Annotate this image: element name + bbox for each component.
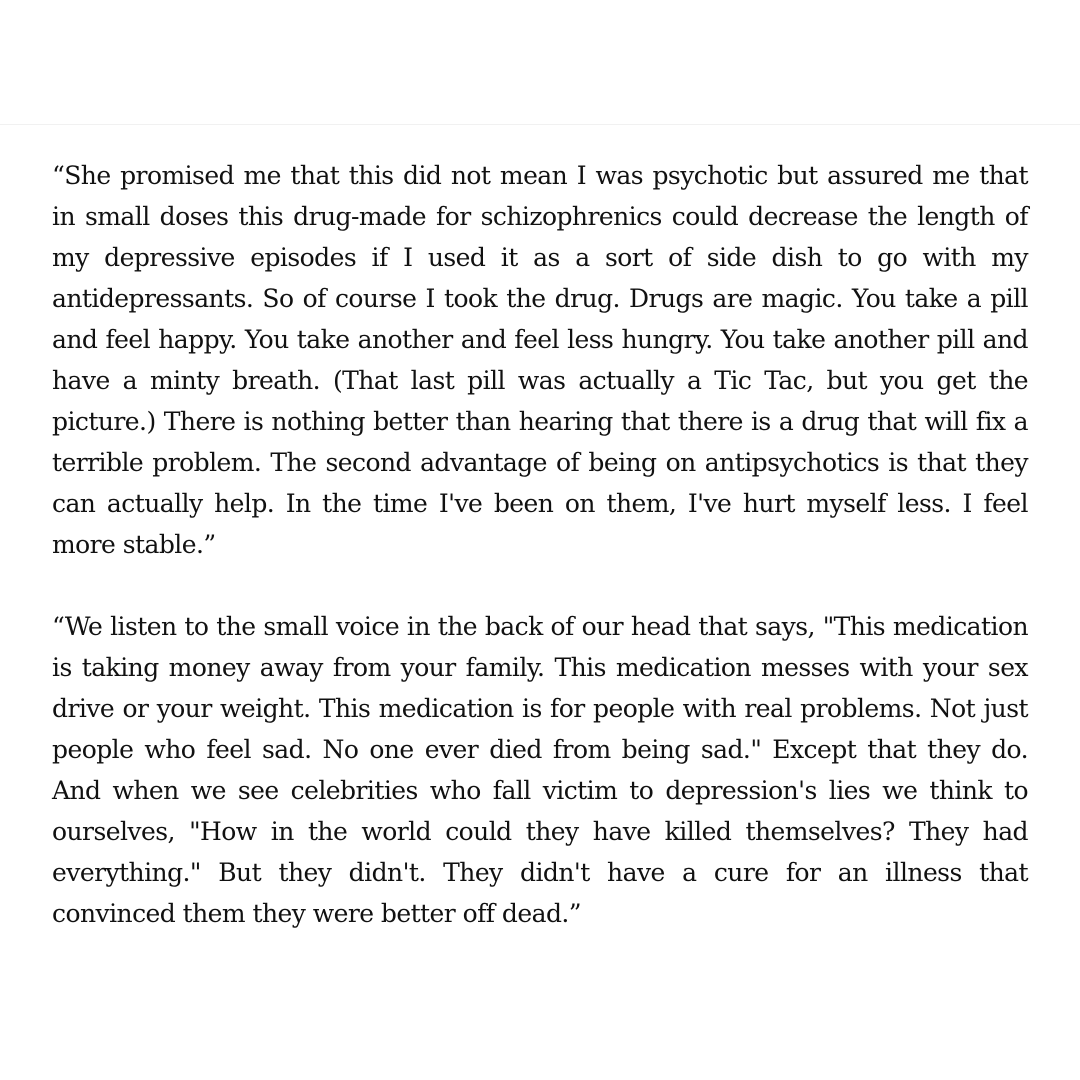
quote-paragraph-2: “We listen to the small voice in the back of our head that says, "This medication is taking money away from your family. This medication messes with your sex drive or your weight. This medication is for people with real problems. Not just people who feel sad. No one ever died from being sad." Except that they do. And when we see celebrities who fall victim to depression's lies we think to ourselves, "How in the world could they have killed themselves? They had everything." But they didn't. They didn't have a cure for an illness that convinced them they were better off dead.” [52,612,1028,928]
quote-body [52,155,1028,934]
top-divider [0,124,1080,125]
quote-paragraph-1: “She promised me that this did not mean I was psychotic but assured me that in small doses this drug-made for schizophrenics could decrease the length of my depressive episodes if I used it as a sort of side dish to go with my antidepressants. So of course I took the drug. Drugs are magic. You take a pill and feel happy. You take another and feel less hungry. You take another pill and have a minty breath. (That last pill was actually a Tic Tac, but you get the picture.) There is nothing better than hearing that there is a drug that will fix a terrible problem. The second advantage of being on antipsychotics is that they can actually help. In the time I've been on them, I've hurt myself less. I feel more stable.” [52,161,1028,559]
